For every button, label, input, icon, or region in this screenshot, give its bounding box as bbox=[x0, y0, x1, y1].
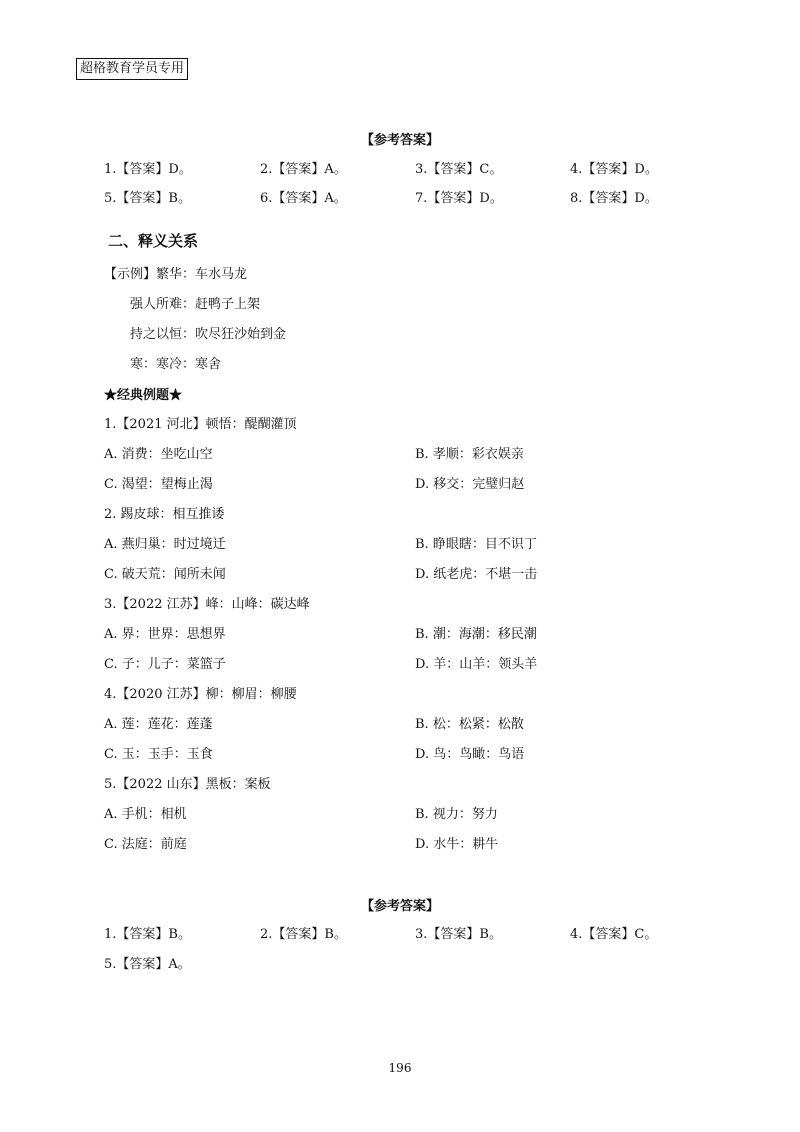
answer-item: 5.【答案】B。 bbox=[104, 191, 191, 206]
option: C. 玉：玉手：玉食 bbox=[104, 747, 213, 762]
question-stem: 3.【2022 江苏】峰：山峰：碳达峰 bbox=[104, 597, 310, 612]
answer-item: 1.【答案】D。 bbox=[104, 162, 192, 177]
question-stem: 5.【2022 山东】黑板：案板 bbox=[104, 777, 271, 792]
answer-item: 3.【答案】B。 bbox=[415, 927, 502, 942]
answer-item: 8.【答案】D。 bbox=[570, 191, 658, 206]
answer-row bbox=[104, 925, 704, 945]
example-line bbox=[104, 325, 704, 345]
option: A. 消费：坐吃山空 bbox=[104, 447, 213, 462]
question-stem: 4.【2020 江苏】柳：柳眉：柳腰 bbox=[104, 687, 297, 702]
classic-examples-label: ★经典例题★ bbox=[104, 388, 183, 403]
example-text: 强人所难：赶鸭子上架 bbox=[130, 297, 261, 312]
answer-item: 2.【答案】A。 bbox=[260, 162, 347, 177]
option: B. 潮：海潮：移民潮 bbox=[415, 627, 537, 642]
answer-item: 5.【答案】A。 bbox=[104, 957, 191, 972]
section-heading: 二、释义关系 bbox=[108, 232, 199, 250]
option-row bbox=[104, 475, 704, 495]
question-stem: 1.【2021 河北】顿悟：醍醐灌顶 bbox=[104, 417, 297, 432]
option-row bbox=[104, 745, 704, 765]
option: B. 孝顺：彩衣娱亲 bbox=[415, 447, 524, 462]
option: A. 莲：莲花：莲蓬 bbox=[104, 717, 213, 732]
option: B. 睁眼瞎：目不识丁 bbox=[415, 537, 537, 552]
answers-title: 【参考答案】 bbox=[360, 899, 439, 914]
option-row bbox=[104, 835, 704, 855]
answer-row bbox=[104, 160, 704, 180]
option: C. 子：儿子：菜篮子 bbox=[104, 657, 226, 672]
answer-row bbox=[104, 189, 704, 209]
option: D. 水牛：耕牛 bbox=[415, 837, 499, 852]
option-row bbox=[104, 715, 704, 735]
option-row bbox=[104, 625, 704, 645]
example-line bbox=[104, 295, 704, 315]
answer-item: 4.【答案】D。 bbox=[570, 162, 658, 177]
option: C. 破天荒：闻所未闻 bbox=[104, 567, 226, 582]
answer-item: 3.【答案】C。 bbox=[415, 162, 503, 177]
page-number: 196 bbox=[388, 1061, 412, 1075]
example-text: 寒：寒冷：寒舍 bbox=[130, 357, 222, 372]
answer-item: 4.【答案】C。 bbox=[570, 927, 658, 942]
option: C. 渴望：望梅止渴 bbox=[104, 477, 213, 492]
option-row bbox=[104, 535, 704, 555]
option: D. 鸟：鸟瞰：鸟语 bbox=[415, 747, 525, 762]
option-row bbox=[104, 805, 704, 825]
question-stem: 2. 踢皮球：相互推诿 bbox=[104, 507, 225, 522]
answer-row bbox=[104, 955, 704, 975]
option: A. 手机：相机 bbox=[104, 807, 187, 822]
option: C. 法庭：前庭 bbox=[104, 837, 187, 852]
option: D. 移交：完璧归赵 bbox=[415, 477, 525, 492]
answer-item: 2.【答案】B。 bbox=[260, 927, 347, 942]
option: A. 燕归巢：时过境迁 bbox=[104, 537, 226, 552]
answers-title: 【参考答案】 bbox=[360, 133, 439, 148]
option: D. 羊：山羊：领头羊 bbox=[415, 657, 538, 672]
option: A. 界：世界：思想界 bbox=[104, 627, 226, 642]
option: D. 纸老虎：不堪一击 bbox=[415, 567, 538, 582]
example-text: 【示例】繁华：车水马龙 bbox=[104, 267, 248, 282]
answer-item: 1.【答案】B。 bbox=[104, 927, 191, 942]
example-text: 持之以恒：吹尽狂沙始到金 bbox=[130, 327, 287, 342]
answer-item: 7.【答案】D。 bbox=[415, 191, 503, 206]
example-line bbox=[104, 355, 704, 375]
answer-item: 6.【答案】A。 bbox=[260, 191, 347, 206]
option-row bbox=[104, 565, 704, 585]
option: B. 视力：努力 bbox=[415, 807, 498, 822]
option: B. 松：松紧：松散 bbox=[415, 717, 524, 732]
example-line bbox=[104, 265, 704, 285]
header-stamp: 超格教育学员专用 bbox=[76, 58, 188, 80]
option-row bbox=[104, 655, 704, 675]
option-row bbox=[104, 445, 704, 465]
